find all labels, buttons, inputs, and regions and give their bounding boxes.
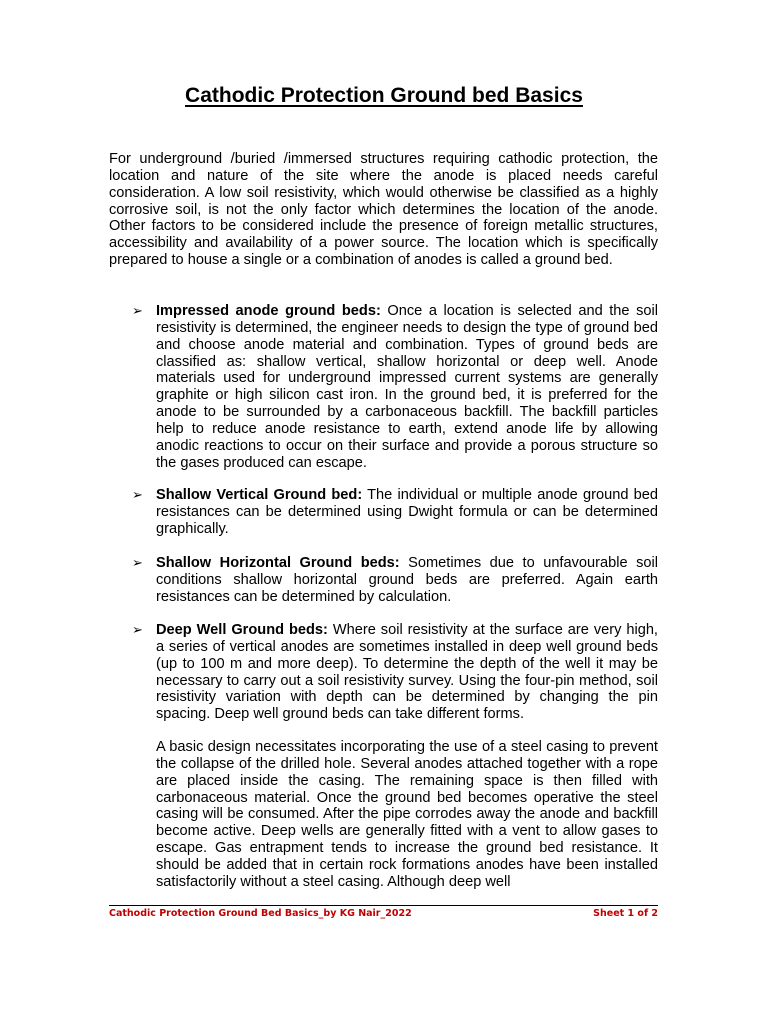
list-item-body: Where soil resistivity at the surface are very high, a series of vertical anodes are sometimes installed in deep well ground beds (up to 100 m and more deep). To determine the depth of the well it may be necessary to carry out a soil resistivity survey. Using the four-pin method, soil resistivity variation with depth can be determined by changing the pin spacing. Deep well ground beds can take different forms.: [156, 622, 658, 723]
list-item-text: [156, 622, 658, 723]
list-item-text: [156, 487, 658, 538]
list-item-body: The individual or multiple anode ground bed resistances can be determined using Dwight formula or can be determined graphically.: [156, 487, 658, 537]
continuation-paragraph: A basic design necessitates incorporating the use of a steel casing to prevent the collapse of the drilled hole. Several anodes attached together with a rope are placed inside the casing. The remaining space is then filled with carbonaceous material. Once the ground bed becomes operative the steel casing will be consumed. After the pipe corrodes away the anode and backfill become active. Deep wells are generally fitted with a vent to allow gases to escape. Gas entrapment tends to increase the ground bed resistance. It should be added that in certain rock formations anodes have been installed satisfactorily without a steel casing. Although deep well: [156, 739, 658, 890]
footer-divider: [109, 905, 658, 906]
footer-sheet-number: Sheet 1 of 2: [593, 908, 658, 919]
list-item-shallow-horizontal: [109, 555, 658, 606]
arrow-bullet-icon: ➢: [132, 555, 143, 570]
document-title: Cathodic Protection Ground bed Basics: [185, 84, 583, 107]
list-item-heading: Shallow Horizontal Ground beds:: [156, 555, 400, 571]
arrow-bullet-icon: ➢: [132, 303, 143, 318]
deep-well-continuation: [109, 739, 658, 891]
list-item-impressed-anode: [109, 303, 658, 471]
list-item-body: Sometimes due to unfavourable soil conditions shallow horizontal ground beds are preferred. Again earth resistances can be determined by calculation.: [156, 555, 658, 605]
arrow-bullet-icon: ➢: [132, 622, 143, 637]
list-item-deep-well: [109, 622, 658, 723]
footer-document-label: Cathodic Protection Ground Bed Basics_by KG Nair_2022: [109, 908, 412, 919]
intro-paragraph: For underground /buried /immersed structures requiring cathodic protection, the location and nature of the site where the anode is placed needs careful consideration. A low soil resistivity, which would otherwise be classified as a highly corrosive soil, is not the only factor which determines the location of the anode. Other factors to be considered include the presence of foreign metallic structures, accessibility and availability of a power source. The location which is specifically prepared to house a single or a combination of anodes is called a ground bed.: [109, 151, 658, 269]
list-item-shallow-vertical: [109, 487, 658, 538]
arrow-bullet-icon: ➢: [132, 487, 143, 502]
list-item-text: [156, 555, 658, 606]
list-item-heading: Impressed anode ground beds:: [156, 303, 381, 319]
list-item-heading: Deep Well Ground beds:: [156, 622, 328, 638]
list-item-body: Once a location is selected and the soil resistivity is determined, the engineer needs to design the type of ground bed and choose anode material and combination. Types of ground beds are classified as: shallow vertical, shallow horizontal or deep well. Anode materials used for underground impressed current systems are generally graphite or high silicon cast iron. In the ground bed, it is preferred for the anode to be surrounded by a carbonaceous backfill. The backfill particles help to reduce anode resistance to earth, extend anode life by allowing anodic reactions to occur on their surface and provide a porous structure so the gases produced can escape.: [156, 303, 658, 471]
list-item-heading: Shallow Vertical Ground bed:: [156, 487, 363, 503]
list-item-text: [156, 303, 658, 471]
